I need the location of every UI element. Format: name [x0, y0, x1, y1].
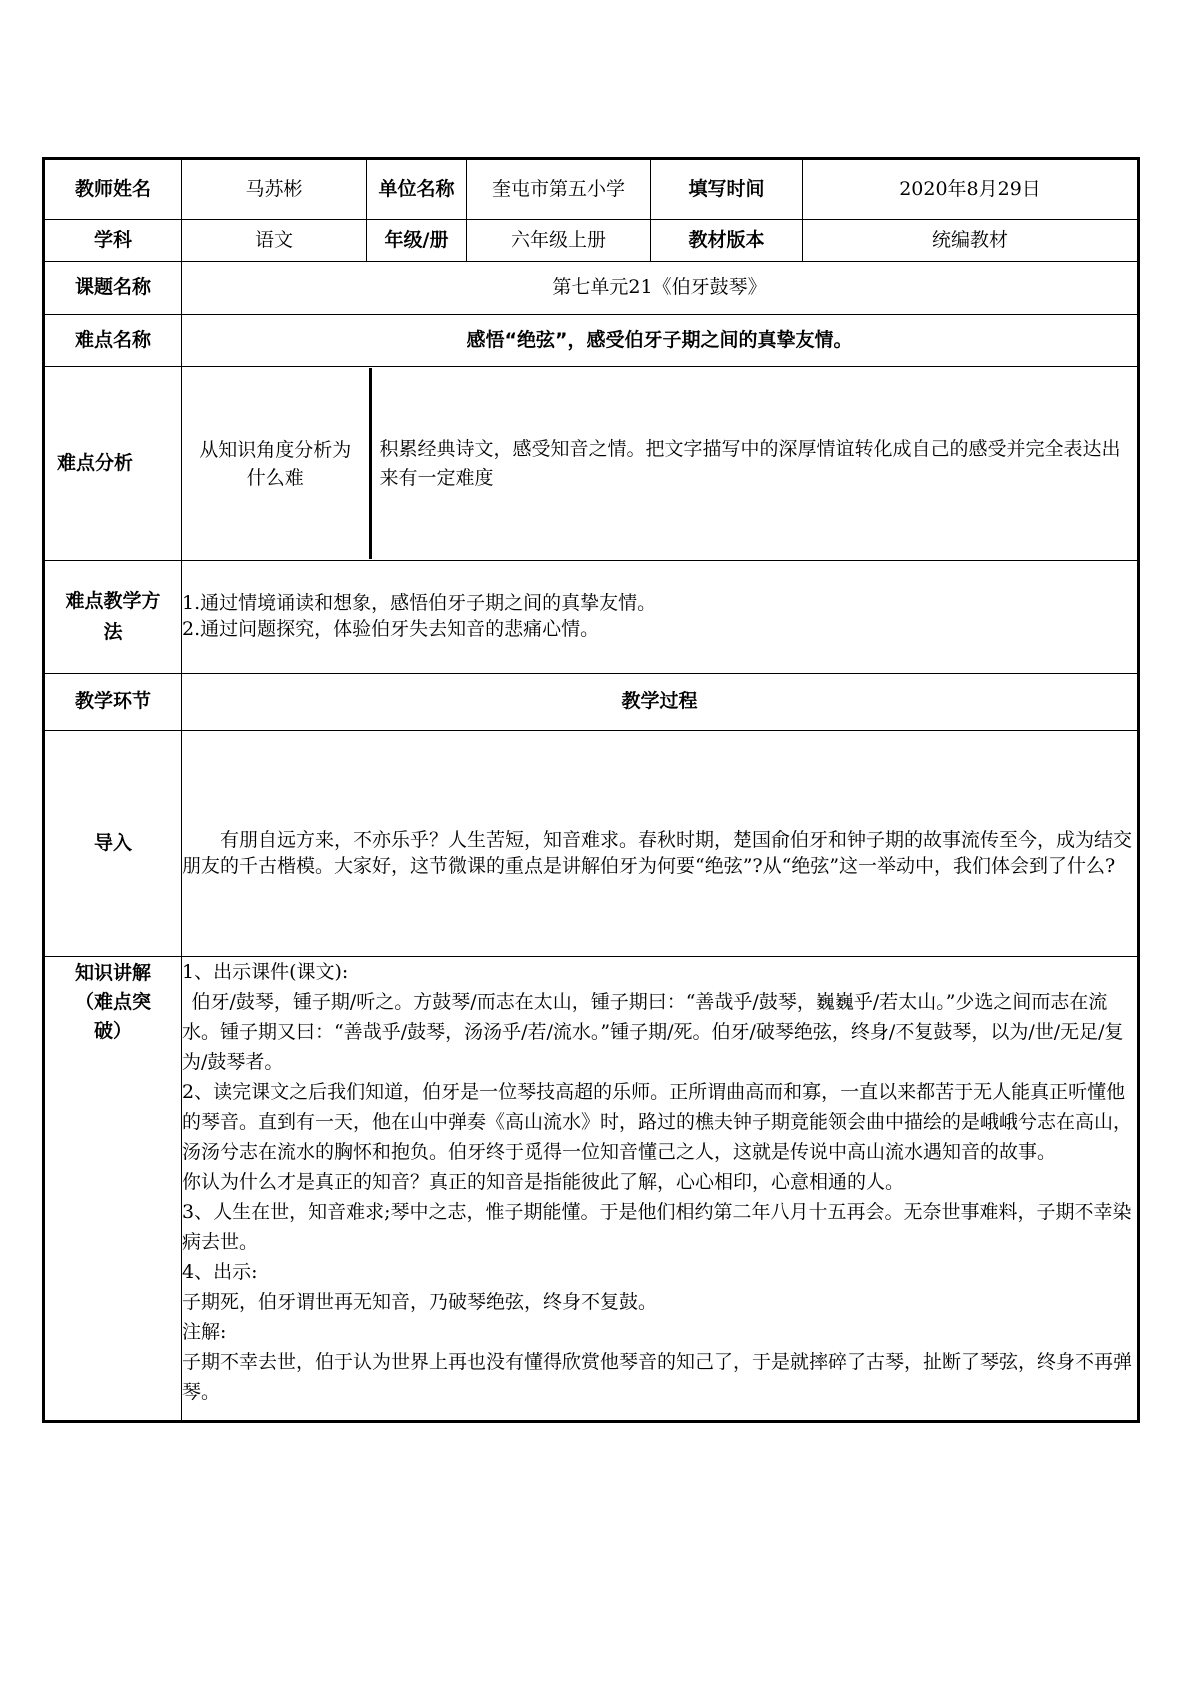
difficulty-row [44, 315, 1139, 367]
method-label: 难点教学方法 [44, 561, 182, 674]
method-line-1: 1.通过情境诵读和想象，感悟伯牙子期之间的真挚友情。 [182, 592, 657, 615]
knowledge-line-1: 1、出示课件(课文): [182, 961, 349, 983]
knowledge-line-7: 子期死，伯牙谓世再无知音，乃破琴绝弦，终身不复鼓。 [182, 1291, 658, 1313]
knowledge-label: 知识讲解（难点突破） [44, 957, 182, 1422]
method-content [182, 561, 1139, 674]
date-label: 填写时间 [651, 159, 803, 220]
edition-label: 教材版本 [651, 220, 803, 262]
analysis-sub-label: 从知识角度分析为什么难 [199, 438, 352, 489]
method-line-2: 2.通过问题探究，体验伯牙失去知音的悲痛心情。 [182, 618, 600, 640]
analysis-row [44, 367, 1139, 561]
intro-content [182, 731, 1139, 957]
teacher-name: 马苏彬 [182, 159, 367, 220]
knowledge-line-9: 子期不幸去世，伯于认为世界上再也没有懂得欣赏他琴音的知己了，于是就摔碎了古琴，扯断了琴弦，终身不再弹琴。 [182, 1351, 1133, 1403]
unit-name: 奎屯市第五小学 [467, 159, 651, 220]
process-header-row [44, 674, 1139, 731]
intro-label: 导入 [44, 731, 182, 957]
subject-label: 学科 [44, 220, 182, 262]
difficulty-value: 感悟“绝弦”，感受伯牙子期之间的真挚友情。 [182, 315, 1139, 367]
topic-label: 课题名称 [44, 262, 182, 315]
subject-value: 语文 [182, 220, 367, 262]
analysis-value: 积累经典诗文，感受知音之情。把文字描写中的深厚情谊转化成自己的感受并完全表达出来有一定难度 [370, 368, 1137, 559]
lesson-plan-table [42, 157, 1140, 1423]
topic-value: 第七单元21《伯牙鼓琴》 [182, 262, 1139, 315]
intro-row [44, 731, 1139, 957]
knowledge-line-3: 2、读完课文之后我们知道，伯牙是一位琴技高超的乐师。正所谓曲高而和寡，一直以来都苦于无人能真正听懂他的琴音。直到有一天，他在山中弹奏《高山流水》时，路过的樵夫钟子期竟能领会曲中描绘的是峨峨兮志在高山，汤汤兮志在流水的胸怀和抱负。伯牙终于觅得一位知音懂己之人，这就是传说中高山流水遇知音的故事。 [182, 1081, 1133, 1163]
teacher-label: 教师姓名 [44, 159, 182, 220]
knowledge-line-5: 3、人生在世，知音难求;琴中之志，惟子期能懂。于是他们相约第二年八月十五再会。无奈世事难料，子期不幸染病去世。 [182, 1201, 1132, 1253]
knowledge-line-8: 注解: [182, 1321, 227, 1343]
edition-value: 统编教材 [803, 220, 1139, 262]
unit-label: 单位名称 [367, 159, 467, 220]
knowledge-row [44, 957, 1139, 1422]
subject-row [44, 220, 1139, 262]
grade-value: 六年级上册 [467, 220, 651, 262]
knowledge-line-4: 你认为什么才是真正的知音？真正的知音是指能彼此了解，心心相印，心意相通的人。 [182, 1171, 905, 1193]
knowledge-line-2: 伯牙/鼓琴，锺子期/听之。方鼓琴/而志在太山，锺子期曰：“善哉乎/鼓琴，巍巍乎/若太山。”少选之间而志在流水。锺子期又曰：“善哉乎/鼓琴，汤汤乎/若/流水。”锺子期/死。伯牙/破琴绝弦，终身/不复鼓琴，以为/世/无足/复为/鼓琴者。 [182, 991, 1124, 1073]
process-stage-label: 教学环节 [44, 674, 182, 731]
method-row [44, 561, 1139, 674]
date-value: 2020年8月29日 [803, 159, 1139, 220]
analysis-label: 难点分析 [44, 367, 182, 561]
header-row [44, 159, 1139, 220]
knowledge-content [182, 957, 1139, 1422]
process-header-value: 教学过程 [182, 674, 1139, 731]
analysis-nested-table [182, 368, 1137, 559]
knowledge-line-6: 4、出示: [182, 1261, 258, 1283]
analysis-content [182, 367, 1139, 561]
intro-text: 有朋自远方来，不亦乐乎？人生苦短，知音难求。春秋时期，楚国俞伯牙和钟子期的故事流传至今，成为结交朋友的千古楷模。大家好，这节微课的重点是讲解伯牙为何要“绝弦”?从“绝弦”这一举动中，我们体会到了什么? [182, 828, 1133, 877]
difficulty-label: 难点名称 [44, 315, 182, 367]
topic-row [44, 262, 1139, 315]
grade-label: 年级/册 [367, 220, 467, 262]
